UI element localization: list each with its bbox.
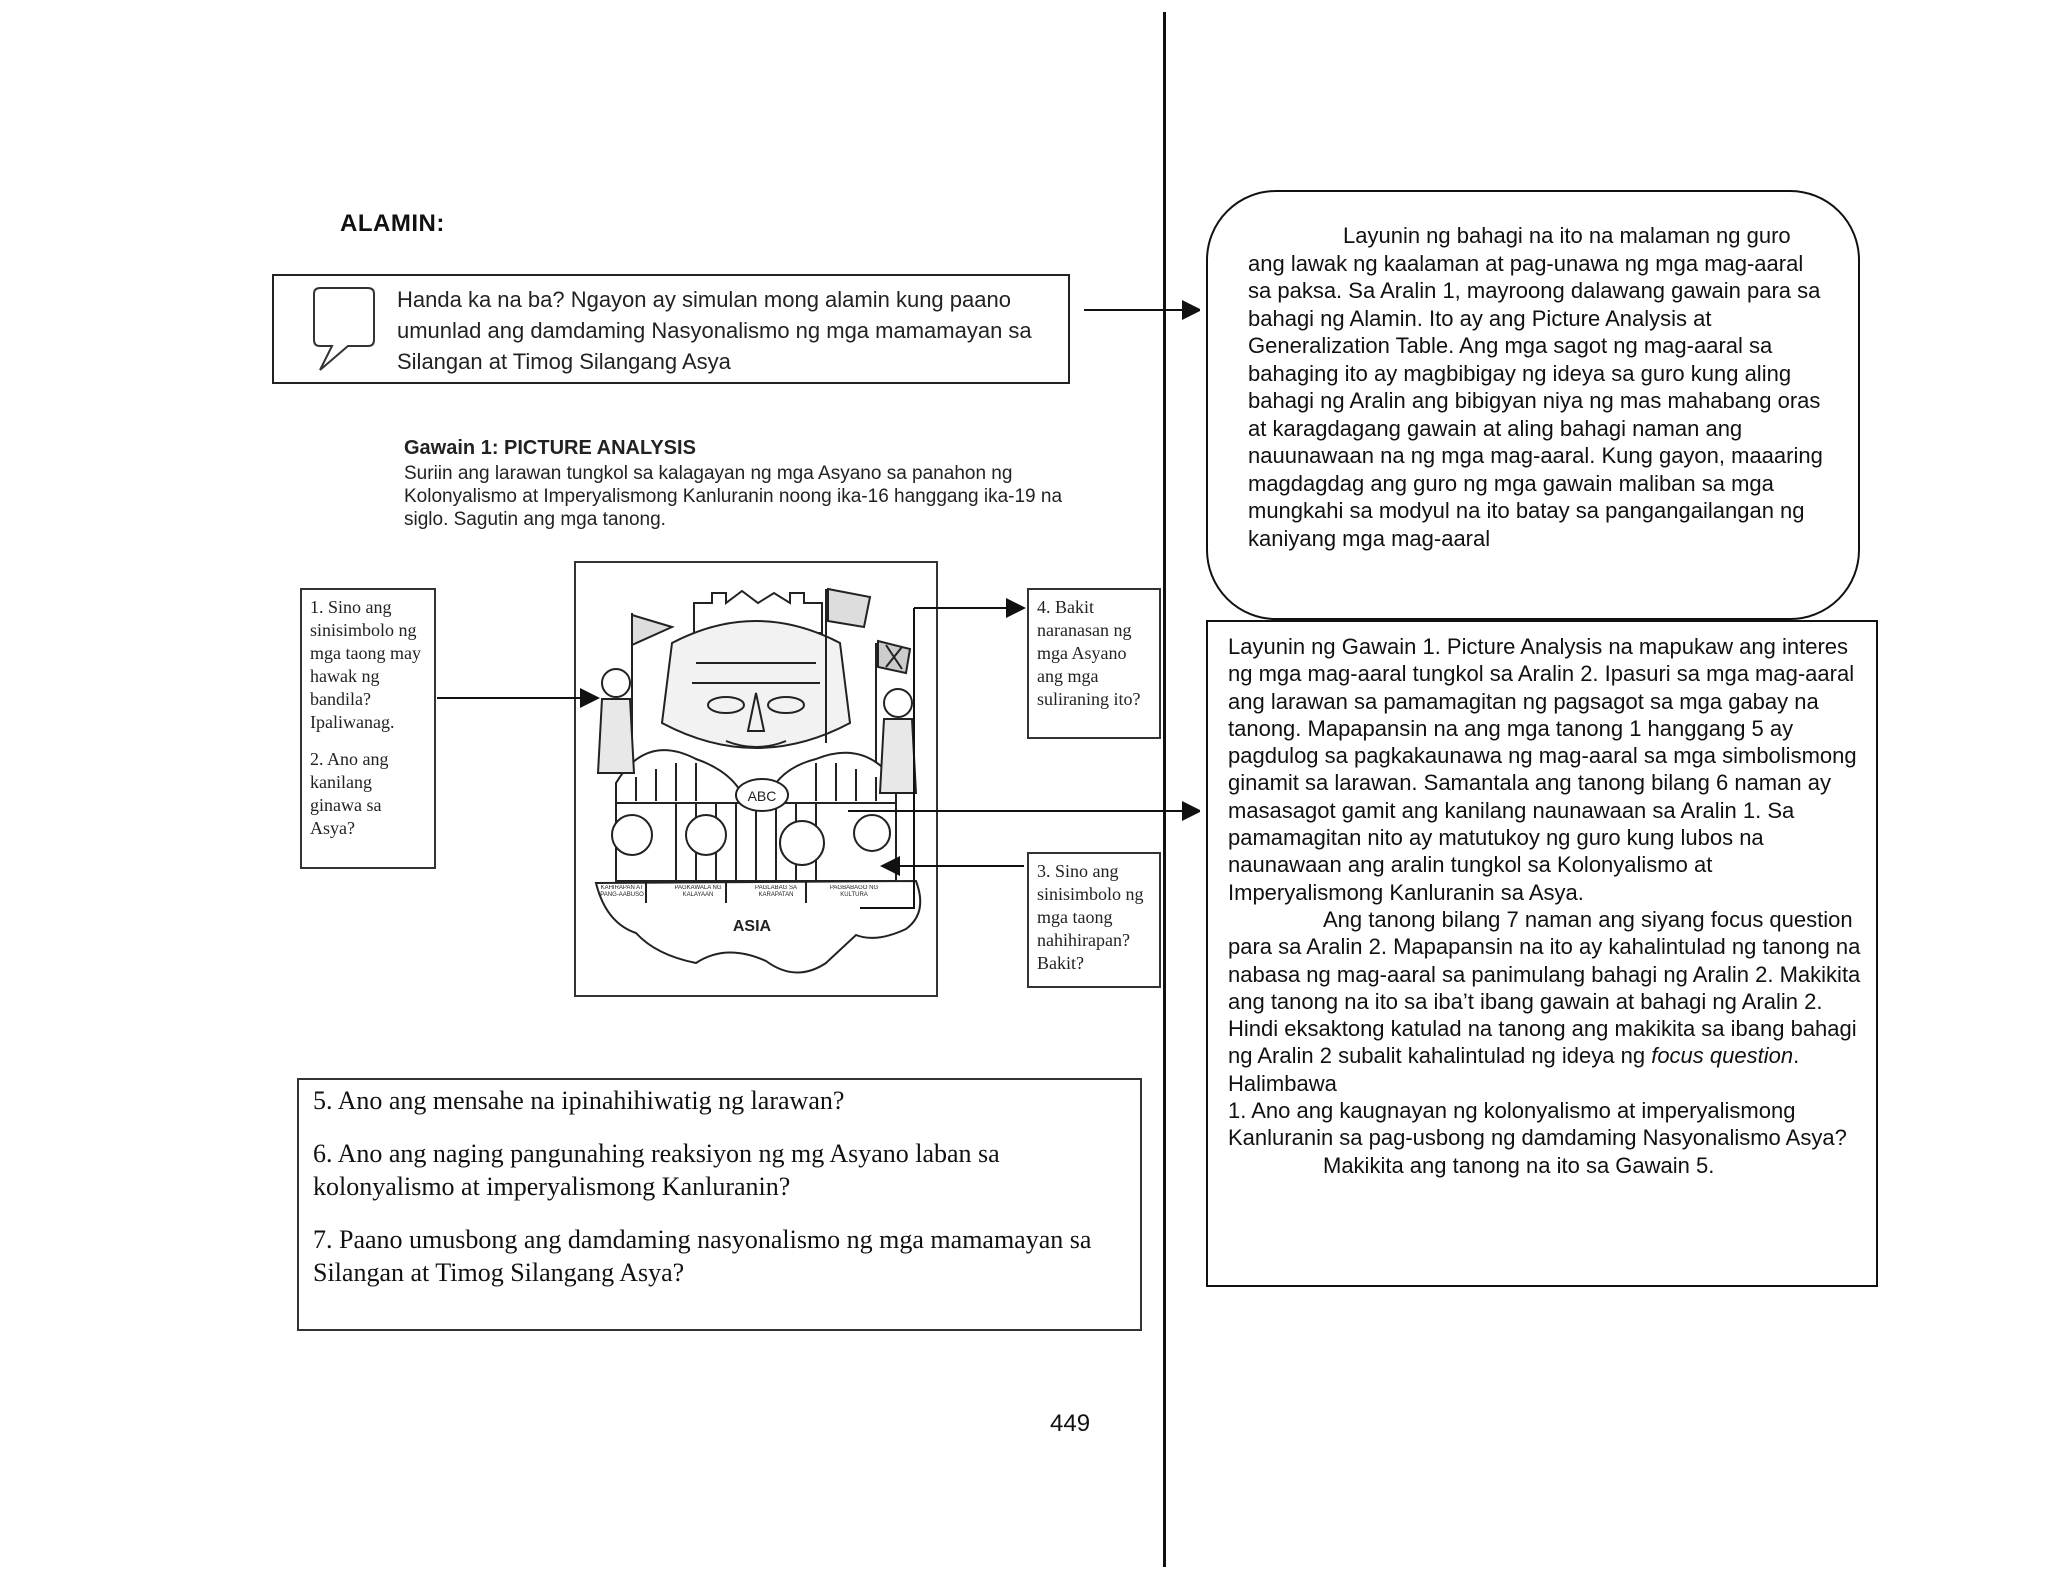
teacher-note-gawain1 bbox=[1206, 620, 1878, 1287]
intro-text: Handa ka na ba? Ngayon ay simulan mong alamin kung paano umunlad ang damdaming Nasyonalismo ng mga mamamayan sa Silangan at Timog Silangang Asya bbox=[397, 287, 1032, 374]
bottom-questions-box bbox=[297, 1078, 1142, 1331]
question-4: 4. Bakit naranasan ng mga Asyano ang mga suliraning ito? bbox=[1037, 597, 1141, 709]
example-question: 1. Ano ang kaugnayan ng kolonyalismo at imperyalismong Kanluranin sa pag-usbong ng damdaming Nasyonalismo Asya? bbox=[1228, 1098, 1847, 1151]
teacher-note-para2 bbox=[1228, 906, 1864, 1070]
focus-question-term: focus question bbox=[1651, 1043, 1794, 1069]
question-2: 2. Ano ang kanilang ginawa sa Asya? bbox=[310, 749, 389, 838]
teacher-note-alamin bbox=[1206, 190, 1860, 620]
abc-label: ABC bbox=[747, 788, 777, 804]
page-number: 449 bbox=[1050, 1410, 1091, 1437]
cartoon-label-a: KAHIRAPAN AT PANG-AABUSO bbox=[600, 885, 644, 898]
gawain-instruction: Suriin ang larawan tungkol sa kalagayan ng mga Asyano sa panahon ng Kolonyalismo at Imperyalismong Kanluranin noong ika-16 hanggang ika-19 na siglo. Sagutin ang mga tanong. bbox=[404, 463, 1063, 530]
teacher-note-alamin-text: Layunin ng bahagi na ito na malaman ng guro ang lawak ng kaalaman at pag-unawa ng mga mag-aaral sa paksa. Sa Aralin 1, mayroong dalawang gawain para sa bahagi ng Alamin. Ito ay ang Picture Analysis at Generalization Table. Ang mga sagot ng mag-aaral sa bahaging ito ay magbibigay ng ideya sa guro kung aling bahagi ng Aralin ang bibigyan niya ng mas mahabang oras at karagdagang gawain at aling bahagi naman ang nauunawaan na ng mga mag-aaral. Kung gayon, maaaring magdagdag ang guro ng mga gawain maliban sa mga mungkahi sa modyul na ito batay sa pangangailangan ng kaniyang mga mag-aaral bbox=[1248, 223, 1823, 551]
page-divider bbox=[1163, 12, 1166, 1567]
example-label: Halimbawa bbox=[1228, 1070, 1337, 1096]
cartoon-label-b: PAGKAWALA NG KALAYAAN bbox=[674, 885, 722, 898]
cartoon-picture bbox=[574, 561, 938, 997]
speech-bubble-icon bbox=[312, 286, 376, 376]
question-box-4 bbox=[1027, 588, 1161, 739]
teacher-note-para2-end: . bbox=[1793, 1043, 1800, 1069]
cartoon-label-d: PAGBABAGO NG KULTURA bbox=[829, 885, 879, 898]
question-1: 1. Sino ang sinisimbolo ng mga taong may hawak ng bandila? Ipaliwanag. bbox=[310, 597, 421, 732]
question-7: 7. Paano umusbong ang damdaming nasyonalismo ng mga mamamayan sa Silangan at Timog Silangang Asya? bbox=[313, 1225, 1092, 1287]
closing-note: Makikita ang tanong na ito sa Gawain 5. bbox=[1323, 1152, 1715, 1178]
question-box-3 bbox=[1027, 852, 1161, 988]
teacher-note-para1: Layunin ng Gawain 1. Picture Analysis na mapukaw ang interes ng mga mag-aaral tungkol sa Aralin 2. Ipasuri sa mga mag-aaral ang larawan sa pamamagitan ng pagsagot sa mga gabay na tanong. Mapapansin na ang mga tanong 1 hanggang 5 ay pagdulog sa pagkakaunawa ng mag-aaral sa mga simbolismong ginamit sa larawan. Samantala ang tanong bilang 6 naman ay masasagot gamit ang kanilang naunawaan sa Aralin 1. Sa pamamagitan nito ay matutukoy ng guro kung lubos na naunawaan ang aralin tungkol sa Kolonyalismo at Imperyalismong Kanluranin sa Asya. bbox=[1228, 634, 1857, 905]
map-label: ASIA bbox=[732, 918, 772, 935]
question-3: 3. Sino ang sinisimbolo ng mga taong nahihirapan? Bakit? bbox=[1037, 861, 1144, 973]
teacher-note-para2-text: Ang tanong bilang 7 naman ang siyang focus question para sa Aralin 2. Mapapansin na ito ay kahalintulad ng tanong na nabasa ng mag-aaral sa panimulang bahagi ng Aralin 2. Makikita ang tanong na ito sa iba’t ibang gawain at bahagi ng Aralin 2. Hindi eksaktong katulad na tanong ang makikita sa ibang bahagi ng Aralin 2 subalit kahalintulad ng ideya ng bbox=[1228, 906, 1861, 1069]
question-6: 6. Ano ang naging pangunahing reaksiyon ng mg Asyano laban sa kolonyalismo at imperyalismong Kanluranin? bbox=[313, 1139, 1000, 1201]
intro-box bbox=[272, 274, 1070, 384]
cartoon-label-c: PAGLABAG SA KARAPATAN bbox=[755, 885, 797, 898]
gawain-title: Gawain 1: PICTURE ANALYSIS bbox=[404, 437, 696, 459]
question-5: 5. Ano ang mensahe na ipinahihiwatig ng larawan? bbox=[313, 1086, 845, 1115]
colonialism-cartoon-illustration bbox=[576, 563, 936, 995]
section-heading: ALAMIN: bbox=[340, 210, 445, 237]
question-box-1-2 bbox=[300, 588, 436, 869]
